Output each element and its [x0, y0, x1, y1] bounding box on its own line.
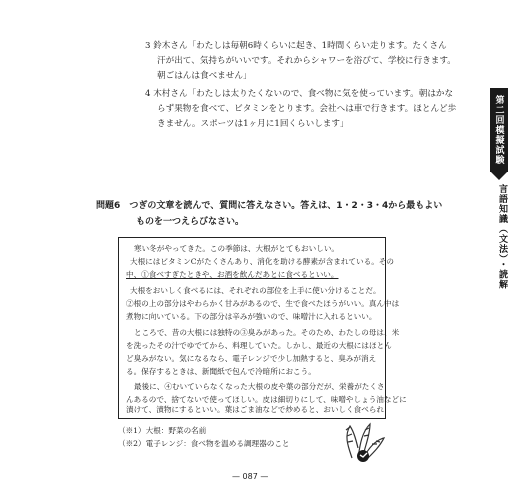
exam-section-tab: 第二回模擬試験: [490, 88, 508, 172]
dialogue-line: 4 木村さん「わたしは太りたくないので、食べ物に気を使っています。朝はかな: [145, 89, 454, 99]
passage-line: 煮物に向いている。下の部分は辛みが強いので、味噌汁に入れるといい。: [126, 312, 377, 321]
question-instruction: つぎの文章を読んで、質問に答えなさい。答えは、1・2・3・4から最もよい: [129, 201, 443, 211]
passage-line: 大根をおいしく食べるには、それぞれの部位を上手に使い分けることだ。: [130, 286, 381, 295]
passage-line: ところで、昔の大根には独特の③臭みがあった。そのため、わたしの母は、米: [134, 328, 400, 337]
passage-line: ②根の上の部分はやわらかく甘みがあるので、生で食べたほうがいい。真ん中は: [126, 299, 400, 308]
question-instruction-cont: ものを一つえらびなさい。: [136, 217, 245, 227]
dialogue-line: きません。スポーツは1ヶ月に1回くらいします」: [157, 119, 349, 129]
passage-line: 最後に、④むいていらなくなった大根の皮や葉の部分だが、栄養がたくさ: [134, 382, 385, 391]
passage-line: を洗ったその汁でゆでてから、料理していた。しかし、最近の大根にはほとん: [126, 341, 392, 350]
question-header: [96, 200, 442, 213]
passage-line: 寒い冬がやってきた。この季節は、大根がとてもおいしい。: [134, 244, 340, 253]
passage-line: 大根にはビタミンCがたくさんあり、消化を助ける酵素が含まれている。その: [130, 257, 394, 266]
passage-line: る。保存するときは、新聞紙で包んで冷暗所におこう。: [126, 367, 316, 376]
dialogue-line: らず果物を食べて、ビタミンをとります。会社へは車で行きます。ほとんど歩: [157, 104, 457, 114]
question-number: 問題6: [96, 201, 121, 211]
dialogue-line: 汗が出て、気持ちがいいです。それからシャワーを浴びて、学校に行きます。: [157, 56, 456, 66]
tab-arrow-icon: [491, 172, 507, 180]
dialogue-line: 3 鈴木さん「わたしは毎朝6時くらいに起き、1時間くらい走ります。たくさん: [145, 41, 447, 51]
passage-line: 中、①食べすぎたときや、お酒を飲んだあとに食べるといい。: [126, 270, 339, 279]
passage-line: 漬けて、漬物にするといい。葉はごま油などで炒めると、おいしく食べられ: [126, 405, 385, 414]
footnote: （※2）電子レンジ：食べ物を温める調理器のこと: [118, 439, 290, 448]
dialogue-line: 朝ごはんは食べません」: [157, 71, 252, 81]
radish-illustration-icon: [338, 418, 388, 464]
section-label: 言語知識（文法）・読解: [497, 184, 507, 290]
footnote: （※1）大根：野菜の名前: [118, 426, 207, 435]
page-number: — 087 —: [232, 472, 269, 481]
passage-line: んあるので、捨てないで使ってほしい。皮は細切りにして、味噌やしょう油などに: [126, 395, 407, 404]
passage-line: ど臭みがない。気になるなら、電子レンジで少し加熱すると、臭みが消え: [126, 354, 377, 363]
